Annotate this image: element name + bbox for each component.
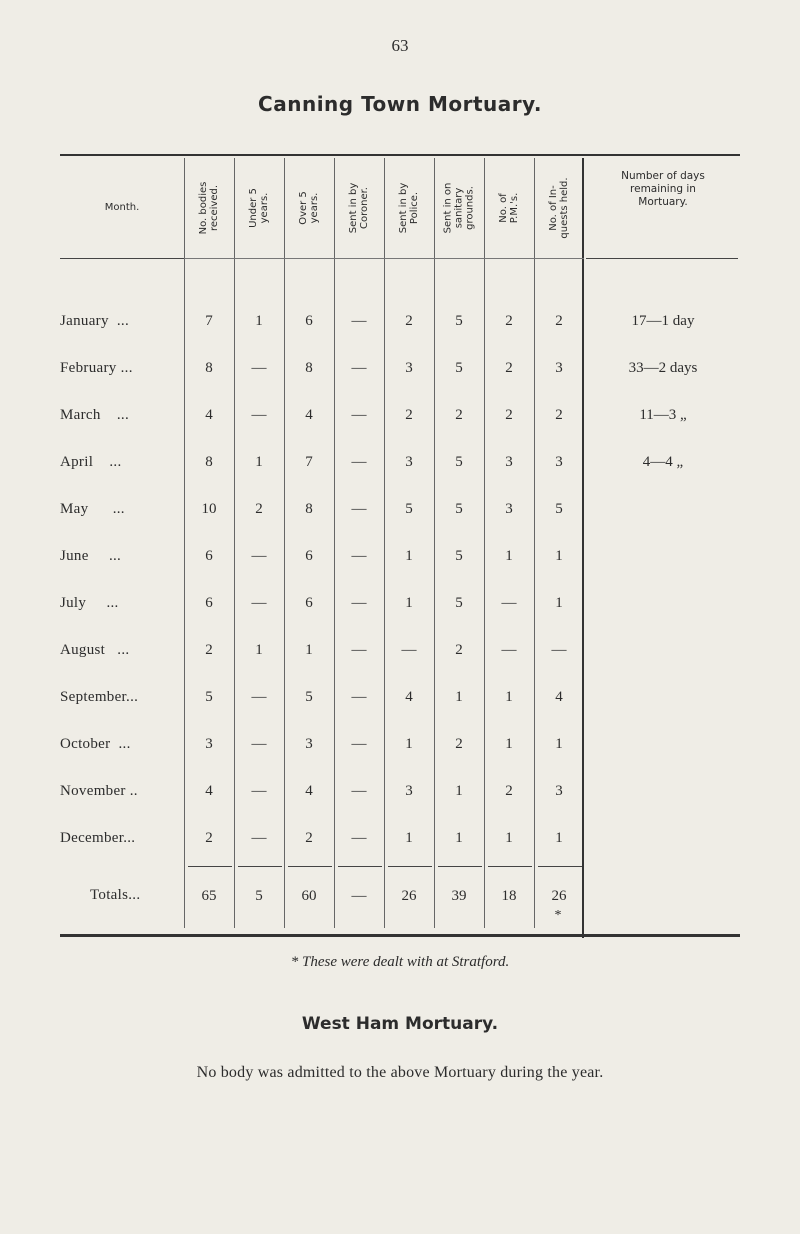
cell: —: [351, 548, 367, 564]
cell: 3: [405, 454, 413, 470]
cell: 2: [505, 313, 513, 329]
cell: 3: [305, 736, 313, 752]
cell-days: 33—2 days: [628, 360, 698, 376]
cell: 2: [305, 830, 313, 846]
total-cell: 26: [551, 888, 567, 904]
table-bottom-rule: [60, 934, 740, 937]
cell: 1: [555, 830, 563, 846]
header-inquests: No. of In- quests held.: [548, 177, 570, 239]
cell: 1: [405, 595, 413, 611]
totals-row: [60, 882, 740, 923]
cell: —: [351, 313, 367, 329]
total-cell: 39: [451, 888, 467, 904]
header-over-5: Over 5 years.: [298, 191, 320, 225]
table-row: [60, 825, 740, 855]
inquest-note-marker: *: [554, 908, 562, 923]
cell: —: [351, 595, 367, 611]
cell: 8: [205, 454, 213, 470]
cell: 6: [305, 595, 313, 611]
total-cell: 5: [255, 888, 263, 904]
cell: —: [251, 689, 267, 705]
cell: 1: [505, 689, 513, 705]
cell: —: [551, 642, 567, 658]
cell: 5: [455, 595, 463, 611]
cell: 1: [455, 689, 463, 705]
cell: 6: [205, 595, 213, 611]
cell: 2: [455, 642, 463, 658]
cell: 2: [455, 407, 463, 423]
totals-rule: [488, 866, 532, 867]
cell: 3: [405, 360, 413, 376]
cell: 5: [455, 313, 463, 329]
cell: 1: [255, 313, 263, 329]
cell: 3: [505, 501, 513, 517]
cell: —: [351, 501, 367, 517]
totals-rule: [538, 866, 582, 867]
header-month: Month.: [104, 202, 140, 213]
cell: 5: [455, 501, 463, 517]
table-row: [60, 590, 740, 620]
cell: 10: [201, 501, 217, 517]
totals-label: Totals...: [90, 887, 141, 903]
cell: 3: [505, 454, 513, 470]
cell: —: [251, 407, 267, 423]
cell: —: [401, 642, 417, 658]
row-month: December...: [60, 830, 136, 846]
cell: 5: [305, 689, 313, 705]
cell: 4: [305, 407, 313, 423]
row-month: June ...: [60, 548, 122, 564]
page-number: 63: [391, 36, 409, 55]
body-text: No body was admitted to the above Mortuary during the year.: [196, 1064, 604, 1081]
cell: 5: [455, 548, 463, 564]
totals-rule: [188, 866, 232, 867]
cell: 1: [405, 548, 413, 564]
cell: —: [351, 454, 367, 470]
cell: 1: [455, 830, 463, 846]
header-underline: [184, 258, 584, 259]
cell: 1: [505, 830, 513, 846]
cell: —: [351, 830, 367, 846]
totals-rule: [338, 866, 382, 867]
cell: 5: [555, 501, 563, 517]
cell: —: [351, 407, 367, 423]
cell: 3: [555, 360, 563, 376]
table-row: [60, 731, 740, 761]
row-month: February ...: [60, 360, 133, 376]
cell: 2: [505, 360, 513, 376]
cell: 1: [405, 736, 413, 752]
row-month: May ...: [60, 501, 125, 517]
cell: 4: [205, 407, 213, 423]
header-bodies-received: No. bodies received.: [198, 181, 220, 235]
row-month: January ...: [60, 313, 129, 329]
cell: 7: [305, 454, 313, 470]
cell: 2: [555, 407, 563, 423]
cell-days: 11—3 „: [639, 407, 687, 423]
cell: —: [351, 689, 367, 705]
mortuary-table: [60, 148, 740, 940]
cell: 4: [405, 689, 413, 705]
cell: —: [351, 642, 367, 658]
cell: 8: [205, 360, 213, 376]
row-month: April ...: [60, 454, 122, 470]
cell: 1: [505, 736, 513, 752]
cell: 3: [205, 736, 213, 752]
cell: —: [251, 595, 267, 611]
cell: 1: [305, 642, 313, 658]
cell: 1: [505, 548, 513, 564]
cell: 4: [305, 783, 313, 799]
total-cell: 18: [501, 888, 517, 904]
cell: 2: [505, 407, 513, 423]
row-month: August ...: [60, 642, 130, 658]
row-month: March ...: [60, 407, 129, 423]
table-row: [60, 402, 740, 432]
cell: 6: [205, 548, 213, 564]
footnote: * These were dealt with at Stratford.: [290, 954, 510, 970]
header-underline: [60, 258, 184, 259]
cell: 1: [255, 642, 263, 658]
table-row: [60, 778, 740, 808]
cell: 2: [405, 407, 413, 423]
table-row: [60, 308, 740, 338]
cell: —: [351, 736, 367, 752]
table-row: [60, 355, 740, 385]
cell: —: [251, 736, 267, 752]
cell: 2: [455, 736, 463, 752]
cell: 1: [455, 783, 463, 799]
totals-rule: [438, 866, 482, 867]
row-month: November ..: [60, 783, 138, 799]
cell-days: 17—1 day: [631, 313, 695, 329]
cell: 5: [405, 501, 413, 517]
cell: 1: [555, 548, 563, 564]
cell: 3: [555, 454, 563, 470]
cell: 8: [305, 501, 313, 517]
cell: 1: [555, 595, 563, 611]
table-row: [60, 496, 740, 526]
cell: 2: [255, 501, 263, 517]
totals-rule: [388, 866, 432, 867]
header-underline: [586, 258, 738, 259]
header-sanitary: Sent in on sanitary grounds.: [442, 182, 476, 234]
cell: 6: [305, 548, 313, 564]
total-cell: 26: [401, 888, 417, 904]
cell: —: [351, 783, 367, 799]
cell: 8: [305, 360, 313, 376]
cell: 2: [505, 783, 513, 799]
header-police: Sent in by Police.: [398, 182, 420, 234]
cell: —: [351, 360, 367, 376]
cell: 2: [405, 313, 413, 329]
header-days-remaining: Number of days remaining in Mortuary.: [621, 170, 705, 208]
cell: —: [251, 360, 267, 376]
section-title: West Ham Mortuary.: [301, 1014, 499, 1034]
header-pms: No. of P.M.'s.: [498, 192, 520, 224]
cell: 1: [255, 454, 263, 470]
total-cell: —: [351, 888, 367, 904]
table-row: [60, 543, 740, 573]
table-row: [60, 684, 740, 714]
table-top-rule: [60, 154, 740, 156]
cell: 6: [305, 313, 313, 329]
cell: 7: [205, 313, 213, 329]
cell: —: [251, 548, 267, 564]
table-row: [60, 449, 740, 479]
cell: 2: [205, 830, 213, 846]
cell: 1: [555, 736, 563, 752]
header-under-5: Under 5 years.: [248, 188, 270, 228]
row-month: October ...: [60, 736, 131, 752]
totals-rule: [238, 866, 282, 867]
cell: —: [251, 830, 267, 846]
cell: 3: [555, 783, 563, 799]
total-cell: 60: [301, 888, 317, 904]
cell: —: [501, 642, 517, 658]
cell: 5: [455, 454, 463, 470]
cell-days: 4—4 „: [642, 454, 684, 470]
cell: 2: [555, 313, 563, 329]
cell: 4: [555, 689, 563, 705]
cell: 5: [455, 360, 463, 376]
cell: 3: [405, 783, 413, 799]
row-month: September...: [60, 689, 139, 705]
cell: 1: [405, 830, 413, 846]
totals-rule: [288, 866, 332, 867]
page-title: Canning Town Mortuary.: [258, 92, 542, 116]
cell: —: [251, 783, 267, 799]
row-month: July ...: [60, 595, 119, 611]
cell: —: [501, 595, 517, 611]
header-coroner: Sent in by Coroner.: [348, 182, 370, 234]
total-cell: 65: [201, 888, 217, 904]
cell: 4: [205, 783, 213, 799]
cell: 5: [205, 689, 213, 705]
table-row: [60, 637, 740, 667]
cell: 2: [205, 642, 213, 658]
